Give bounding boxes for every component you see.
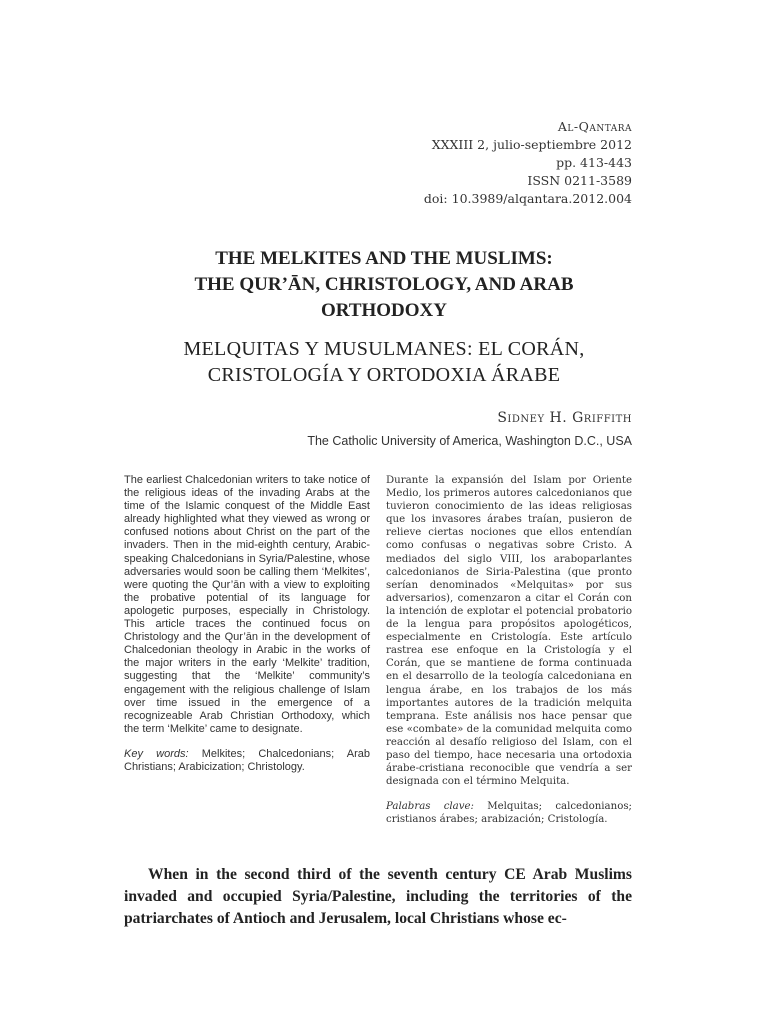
keywords-spanish-label: Palabras clave:	[386, 801, 488, 813]
journal-doi: doi: 10.3989/alqantara.2012.004	[423, 191, 632, 206]
abstract-english	[124, 474, 370, 774]
title-english-line: THE QUR’ĀN, CHRISTOLOGY, AND ARAB	[194, 274, 574, 295]
title-english	[100, 246, 668, 324]
body-paragraph: When in the second third of the seventh century CE Arab Muslims invaded and occupied Syria/Palestine, including the territories of the patriarchates of Antioch and Jerusalem, local Christians whose ec-	[124, 866, 632, 927]
title-english-line: ORTHODOXY	[320, 300, 447, 321]
keywords-spanish-list: Melquitas; calcedonianos; cristianos árabes; arabización; Cristología.	[386, 801, 632, 826]
keywords-english-label: Key words:	[124, 747, 202, 760]
author-affiliation: The Catholic University of America, Washington D.C., USA	[307, 434, 632, 448]
abstract-spanish	[386, 474, 632, 826]
journal-issue: XXXIII 2, julio-septiembre 2012	[431, 137, 632, 152]
body-text	[124, 864, 632, 930]
title-spanish-line: CRISTOLOGÍA Y ORTODOXIA ÁRABE	[207, 364, 561, 386]
title-english-line: THE MELKITES AND THE MUSLIMS:	[215, 248, 553, 269]
title-spanish-line: MELQUITAS Y MUSULMANES: EL CORÁN,	[183, 338, 585, 360]
keywords-english-list: Melkites; Chalcedonians; Arab Christians; Arabicization; Christology.	[124, 747, 370, 773]
journal-issn: ISSN 0211-3589	[527, 173, 632, 188]
journal-name: Al-Qantara	[557, 119, 632, 134]
keywords-english	[124, 748, 370, 774]
abstract-english-text: The earliest Chalcedonian writers to take notice of the religious ideas of the invading Arabs at the time of the Islamic conquest of the Middle East already highlighted what they viewed as wrong or confused notions about Christ on the part of the invaders. Then in the mid-eighth century, Arabic-speaking Chalcedonians in Syria/Palestine, whose adversaries would soon be calling them ‘Melkites’, were quoting the Qur’ān with a view to exploiting the probative potential of its language for apologetic purposes, especially in Christology. This article traces the continued focus on Christology and the Qur’ān in the development of Chalcedonian theology in Arabic in the works of the major writers in the early ‘Melkite’ tradition, suggesting that the ‘Melkite’ community’s engagement with the religious challenge of Islam over time issued in the emergence of a recognizeable Arab Christian Orthodoxy, which the term ‘Melkite’ came to designate.	[124, 474, 370, 735]
author-name: Sidney H. Griffith	[497, 410, 632, 426]
title-spanish	[100, 336, 668, 388]
keywords-spanish	[386, 800, 632, 826]
journal-header	[424, 118, 632, 208]
abstract-spanish-text: Durante la expansión del Islam por Oriente Medio, los primeros autores calcedonianos que tuvieron conocimiento de las ideas religiosas que los invasores árabes traían, pusieron de relieve ciertas nociones que ellos entendían como confusas o negativas sobre Cristo. A mediados del siglo VIII, los araboparlantes calcedonianos de Siria-Palestina (que pronto serían denominados «Melquitas» por sus adversarios), comenzaron a citar el Corán con la intención de explotar el potencial probatorio de la lengua para propósitos apologéticos, especialmente en Cristología. Este artículo rastrea ese enfoque en la Cristología y el Corán, que se mantiene de forma continuada en el desarrollo de la teología calcedoniana en lengua árabe, en los trabajos de los más importantes autores de la tradición melquita temprana. Este análisis nos hace pensar que ese «combate» de la comunidad melquita como reacción al desafío religioso del Islam, con el paso del tiempo, hace necesaria una ortodoxia árabe-cristiana reconocible que vendría a ser designada con el término Melquita.	[386, 475, 632, 788]
journal-pages: pp. 413-443	[556, 155, 632, 170]
